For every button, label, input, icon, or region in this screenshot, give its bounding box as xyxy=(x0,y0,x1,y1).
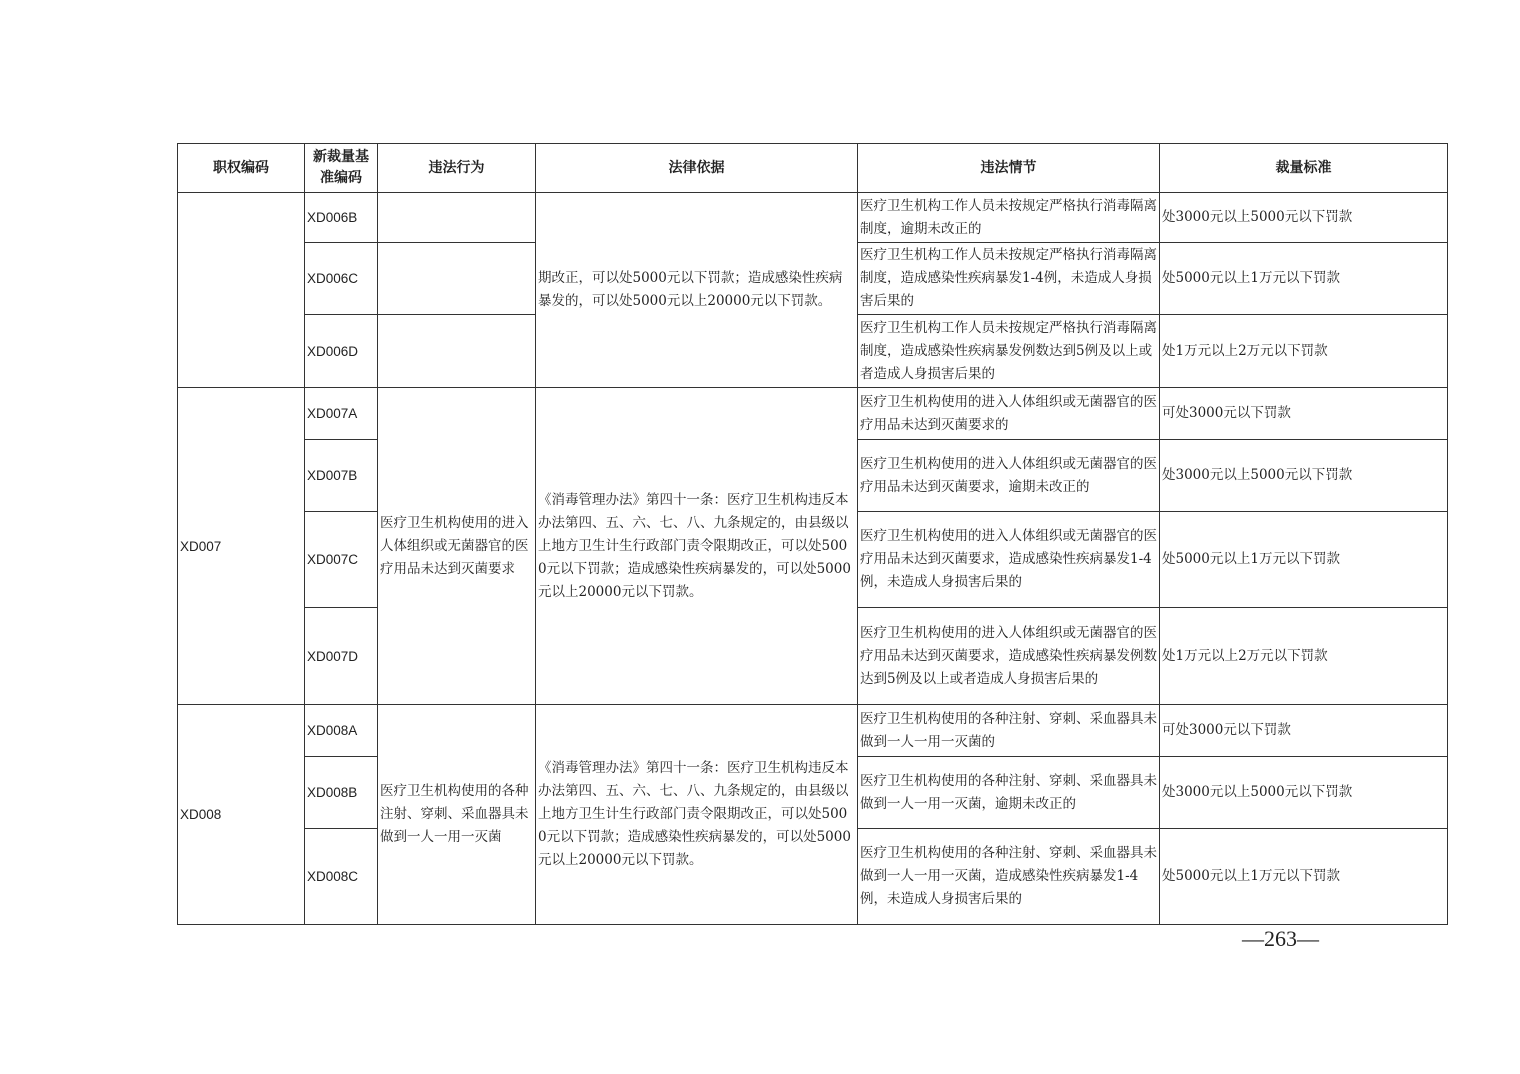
behavior-cell-empty xyxy=(378,243,536,315)
standard-cell: 处1万元以上2万元以下罚款 xyxy=(1160,608,1448,705)
behavior-cell-empty xyxy=(378,193,536,243)
standard-cell: 处3000元以上5000元以下罚款 xyxy=(1160,193,1448,243)
standard-cell: 处5000元以上1万元以下罚款 xyxy=(1160,512,1448,608)
power-code-cell: XD007 xyxy=(178,388,305,705)
legal-basis-cell: 《消毒管理办法》第四十一条：医疗卫生机构违反本办法第四、五、六、七、八、九条规定的，由县级以上地方卫生计生行政部门责令限期改正，可以处5000元以下罚款；造成感染性疾病暴发的，可以处5000元以上20000元以下罚款。 xyxy=(536,705,858,925)
legal-basis-cell: 《消毒管理办法》第四十一条：医疗卫生机构违反本办法第四、五、六、七、八、九条规定的，由县级以上地方卫生计生行政部门责令限期改正，可以处5000元以下罚款；造成感染性疾病暴发的，可以处5000元以上20000元以下罚款。 xyxy=(536,388,858,705)
legal-basis-cell: 期改正，可以处5000元以下罚款；造成感染性疾病暴发的，可以处5000元以上20000元以下罚款。 xyxy=(536,193,858,388)
table-row xyxy=(178,388,1448,440)
new-code-cell: XD008A xyxy=(305,705,378,757)
header-new-code: 新裁量基准编码 xyxy=(305,144,378,193)
new-code-cell: XD006D xyxy=(305,315,378,388)
header-power-code: 职权编码 xyxy=(178,144,305,193)
table-row xyxy=(178,705,1448,757)
circumstance-cell: 医疗卫生机构使用的各种注射、穿刺、采血器具未做到一人一用一灭菌，逾期未改正的 xyxy=(858,757,1160,829)
circumstance-cell: 医疗卫生机构使用的进入人体组织或无菌器官的医疗用品未达到灭菌要求的 xyxy=(858,388,1160,440)
header-standard: 裁量标准 xyxy=(1160,144,1448,193)
circumstance-cell: 医疗卫生机构工作人员未按规定严格执行消毒隔离制度，造成感染性疾病暴发例数达到5例及以上或者造成人身损害后果的 xyxy=(858,315,1160,388)
behavior-cell: 医疗卫生机构使用的进入人体组织或无菌器官的医疗用品未达到灭菌要求 xyxy=(378,388,536,705)
standard-cell: 处5000元以上1万元以下罚款 xyxy=(1160,243,1448,315)
circumstance-cell: 医疗卫生机构工作人员未按规定严格执行消毒隔离制度，造成感染性疾病暴发1-4例，未造成人身损害后果的 xyxy=(858,243,1160,315)
new-code-cell: XD008C xyxy=(305,829,378,925)
new-code-cell: XD006C xyxy=(305,243,378,315)
behavior-cell-empty xyxy=(378,315,536,388)
behavior-cell: 医疗卫生机构使用的各种注射、穿刺、采血器具未做到一人一用一灭菌 xyxy=(378,705,536,925)
new-code-cell: XD007D xyxy=(305,608,378,705)
table-row xyxy=(178,193,1448,243)
standard-cell: 可处3000元以下罚款 xyxy=(1160,705,1448,757)
circumstance-cell: 医疗卫生机构使用的进入人体组织或无菌器官的医疗用品未达到灭菌要求，逾期未改正的 xyxy=(858,440,1160,512)
circumstance-cell: 医疗卫生机构使用的各种注射、穿刺、采血器具未做到一人一用一灭菌，造成感染性疾病暴发1-4例，未造成人身损害后果的 xyxy=(858,829,1160,925)
header-legal-basis: 法律依据 xyxy=(536,144,858,193)
new-code-cell: XD008B xyxy=(305,757,378,829)
header-illegal-behavior: 违法行为 xyxy=(378,144,536,193)
new-code-cell: XD007B xyxy=(305,440,378,512)
new-code-cell: XD006B xyxy=(305,193,378,243)
power-code-cell: XD008 xyxy=(178,705,305,925)
circumstance-cell: 医疗卫生机构工作人员未按规定严格执行消毒隔离制度，逾期未改正的 xyxy=(858,193,1160,243)
new-code-cell: XD007C xyxy=(305,512,378,608)
power-code-cell-empty xyxy=(178,193,305,388)
standard-cell: 可处3000元以下罚款 xyxy=(1160,388,1448,440)
circumstance-cell: 医疗卫生机构使用的进入人体组织或无菌器官的医疗用品未达到灭菌要求，造成感染性疾病暴发例数达到5例及以上或者造成人身损害后果的 xyxy=(858,608,1160,705)
header-row xyxy=(178,144,1448,193)
standard-cell: 处3000元以上5000元以下罚款 xyxy=(1160,440,1448,512)
circumstance-cell: 医疗卫生机构使用的各种注射、穿刺、采血器具未做到一人一用一灭菌的 xyxy=(858,705,1160,757)
header-circumstance: 违法情节 xyxy=(858,144,1160,193)
standard-cell: 处3000元以上5000元以下罚款 xyxy=(1160,757,1448,829)
standard-cell: 处1万元以上2万元以下罚款 xyxy=(1160,315,1448,388)
circumstance-cell: 医疗卫生机构使用的进入人体组织或无菌器官的医疗用品未达到灭菌要求，造成感染性疾病暴发1-4例，未造成人身损害后果的 xyxy=(858,512,1160,608)
page-number: —263— xyxy=(1242,926,1319,951)
standard-cell: 处5000元以上1万元以下罚款 xyxy=(1160,829,1448,925)
discretion-standards-table xyxy=(177,143,1448,925)
new-code-cell: XD007A xyxy=(305,388,378,440)
